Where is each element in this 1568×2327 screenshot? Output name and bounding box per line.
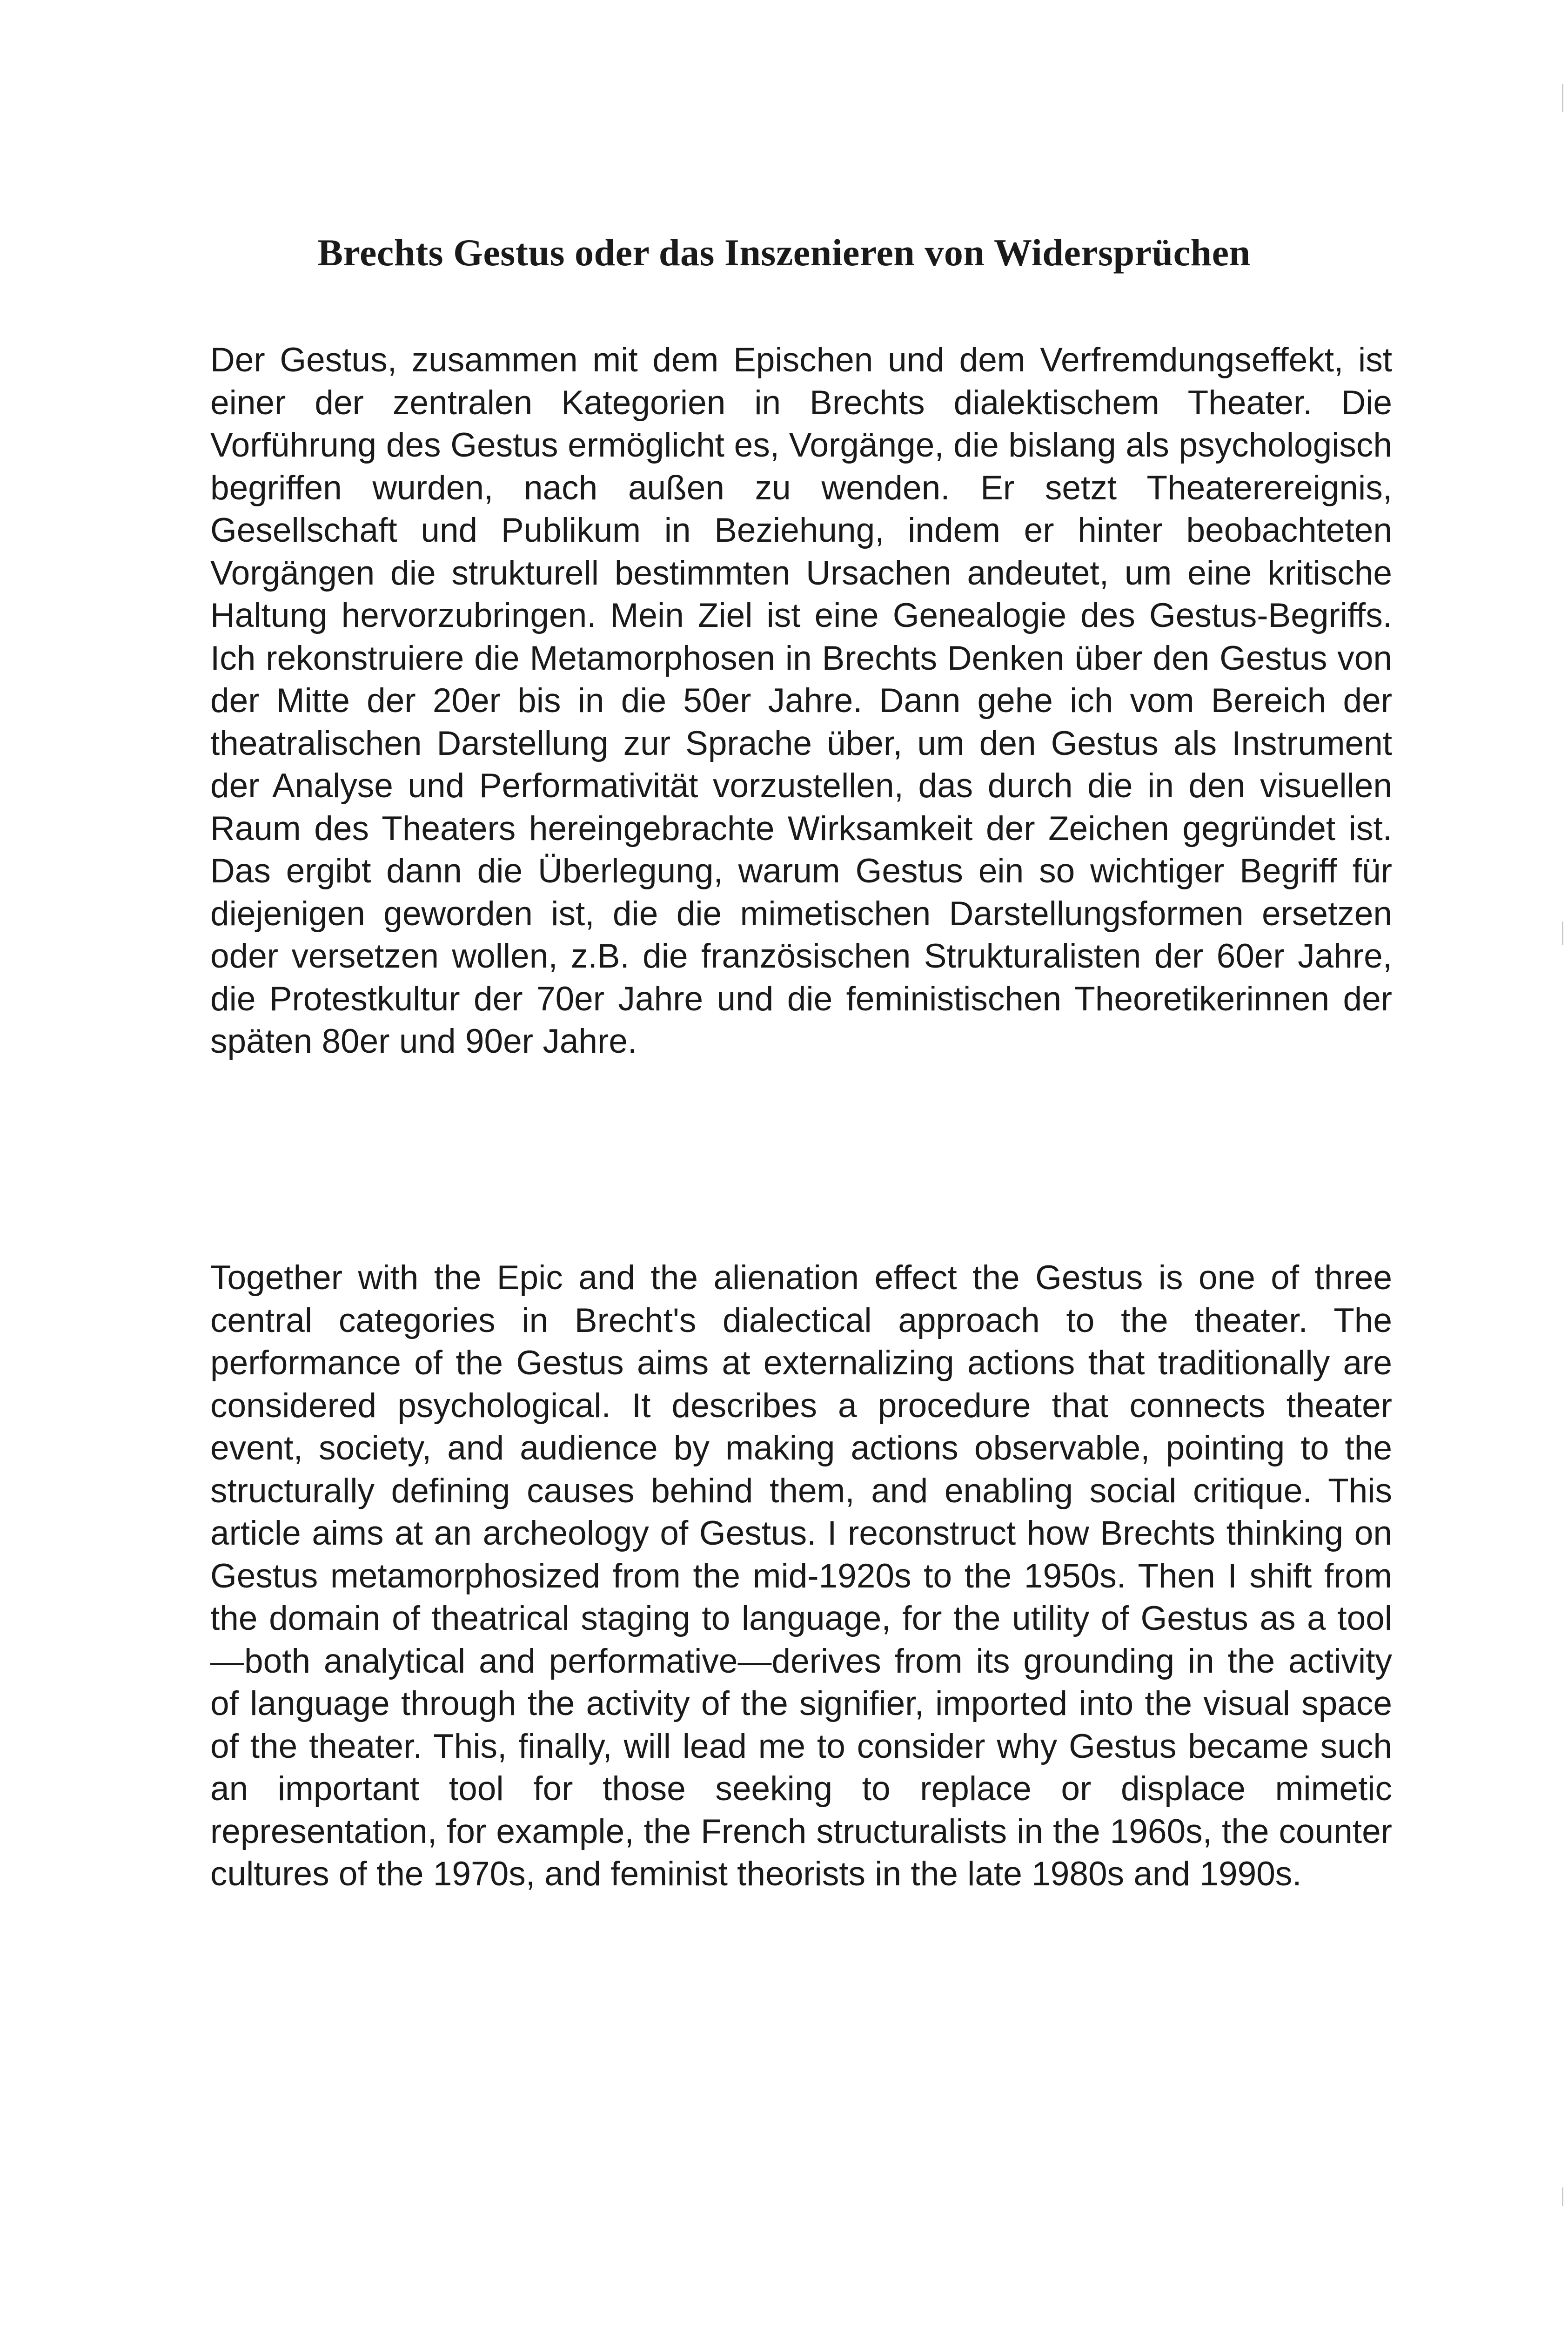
scan-edge-mark [1562, 84, 1563, 112]
abstract-english: Together with the Epic and the alienation effect the Gestus is one of three central categories in Brecht's dialectical approach to the theater. The performance of the Gestus aims at externalizing actions that traditionally are considered psychological. It describes a procedure that connects theater event, society, and audience by making actions observable, pointing to the structurally defining causes behind them, and enabling social critique. This article aims at an archeology of Gestus. I reconstruct how Brechts thinking on Gestus metamorphosized from the mid-1920s to the 1950s. Then I shift from the domain of theatrical staging to language, for the utility of Gestus as a tool—both analytical and performative—derives from its grounding in the activity of language through the activity of the signifier, imported into the visual space of the theater. This, finally, will lead me to consider why Gestus became such an important tool for those seeking to replace or displace mimetic representation, for example, the French structuralists in the 1960s, the counter cultures of the 1970s, and feminist theorists in the late 1980s and 1990s. [210, 1259, 1392, 1893]
scan-edge-mark [1562, 921, 1563, 945]
scan-edge-mark [1562, 2187, 1563, 2206]
article-title: Brechts Gestus oder das Inszenieren von Widersprüchen [317, 231, 1251, 274]
abstract-german: Der Gestus, zusammen mit dem Epischen und dem Verfremdungseffekt, ist einer der zentralen Kategorien in Brechts dialektischem Theater. Die Vorführung des Gestus ermöglicht es, Vorgänge, die bislang als psychologisch begriffen wurden, nach außen zu wenden. Er setzt Theaterereignis, Gesellschaft und Publikum in Beziehung, indem er hinter beobachteten Vorgängen die strukturell bestimmten Ursachen andeutet, um eine kritische Haltung hervorzubringen. Mein Ziel ist eine Genealogie des Gestus-Begriffs. Ich rekonstruiere die Metamorphosen in Brechts Denken über den Gestus von der Mitte der 20er bis in die 50er Jahre. Dann gehe ich vom Bereich der theatralischen Darstellung zur Sprache über, um den Gestus als Instrument der Analyse und Performativität vorzustellen, das durch die in den visuellen Raum des Theaters hereingebrachte Wirksamkeit der Zeichen gegründet ist. Das ergibt dann die Überlegung, warum Gestus ein so wichtiger Begriff für diejenigen geworden ist, die die mimetischen Darstellungsformen ersetzen oder versetzen wollen, z.B. die französischen Strukturalisten der 60er Jahre, die Protestkultur der 70er Jahre und die feministischen Theoretikerinnen der späten 80er und 90er Jahre. [210, 341, 1392, 1060]
